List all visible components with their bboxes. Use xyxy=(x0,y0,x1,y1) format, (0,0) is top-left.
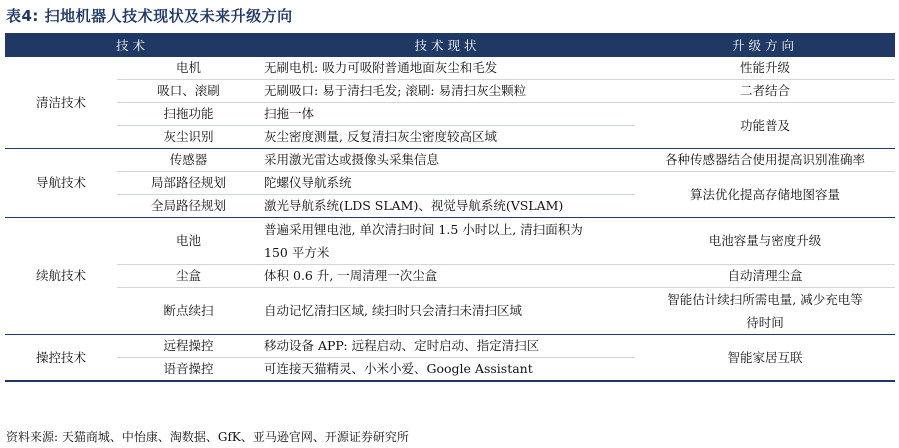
direction-cell: 各种传感器结合使用提高识别准确率 xyxy=(635,149,895,172)
direction-cell: 功能普及 xyxy=(635,103,895,149)
status-line: 150 平方米 xyxy=(264,245,330,260)
category-navigation: 导航技术 xyxy=(5,149,117,218)
table-row xyxy=(5,265,895,288)
status-cell: 采用激光雷达或摄像头采集信息 xyxy=(260,149,635,172)
header-row xyxy=(5,33,895,57)
source-note: 资料来源: 天猫商城、中怡康、淘数据、GfK、亚马逊官网、开源证券研究所 xyxy=(6,430,409,444)
tech-cell: 语音操控 xyxy=(117,358,260,382)
category-cleaning: 清洁技术 xyxy=(5,57,117,149)
direction-cell: 算法优化提高存储地图容量 xyxy=(635,172,895,218)
direction-line: 智能估计续扫所需电量, 减少充电等 xyxy=(667,292,863,307)
tech-cell: 吸口、滚刷 xyxy=(117,80,260,103)
direction-cell xyxy=(635,288,895,335)
status-line: 普遍采用锂电池, 单次清扫时间 1.5 小时以上, 清扫面积为 xyxy=(264,222,583,237)
tech-cell: 局部路径规划 xyxy=(117,172,260,195)
tech-cell: 电池 xyxy=(117,218,260,265)
table-row xyxy=(5,80,895,103)
status-cell: 灰尘密度测量, 反复清扫灰尘密度较高区域 xyxy=(260,126,635,149)
tech-cell: 电机 xyxy=(117,57,260,80)
direction-cell: 智能家居互联 xyxy=(635,335,895,382)
category-endurance: 续航技术 xyxy=(5,218,117,335)
status-cell: 激光导航系统(LDS SLAM)、视觉导航系统(VSLAM) xyxy=(260,195,635,218)
direction-cell: 二者结合 xyxy=(635,80,895,103)
category-control: 操控技术 xyxy=(5,335,117,382)
direction-cell: 性能升级 xyxy=(635,57,895,80)
table-title: 表4: 扫地机器人技术现状及未来升级方向 xyxy=(6,7,293,25)
table-row xyxy=(5,335,895,358)
table-row xyxy=(5,288,895,335)
table-row xyxy=(5,57,895,80)
status-cell: 体积 0.6 升, 一周清理一次尘盒 xyxy=(260,265,635,288)
table-row xyxy=(5,149,895,172)
status-cell: 陀螺仪导航系统 xyxy=(260,172,635,195)
direction-cell: 电池容量与密度升级 xyxy=(635,218,895,265)
status-cell: 扫拖一体 xyxy=(260,103,635,126)
direction-line: 待时间 xyxy=(746,315,784,330)
tech-cell: 灰尘识别 xyxy=(117,126,260,149)
tech-cell: 尘盒 xyxy=(117,265,260,288)
header-direction: 升级方向 xyxy=(635,33,895,57)
table-row xyxy=(5,103,895,126)
table-row xyxy=(5,172,895,195)
direction-cell: 自动清理尘盒 xyxy=(635,265,895,288)
status-cell: 可连接天猫精灵、小米小爱、Google Assistant xyxy=(260,358,635,382)
table-row xyxy=(5,218,895,265)
status-cell: 移动设备 APP: 远程启动、定时启动、指定清扫区 xyxy=(260,335,635,358)
header-tech: 技术 xyxy=(5,33,260,57)
header-status: 技术现状 xyxy=(260,33,635,57)
tech-cell: 断点续扫 xyxy=(117,288,260,335)
status-cell xyxy=(260,218,635,265)
tech-cell: 远程操控 xyxy=(117,335,260,358)
tech-cell: 扫拖功能 xyxy=(117,103,260,126)
tech-cell: 全局路径规划 xyxy=(117,195,260,218)
tech-cell: 传感器 xyxy=(117,149,260,172)
status-cell: 无刷电机: 吸力可吸附普通地面灰尘和毛发 xyxy=(260,57,635,80)
tech-table xyxy=(5,33,895,382)
status-cell: 自动记忆清扫区域, 续扫时只会清扫未清扫区域 xyxy=(260,288,635,335)
status-cell: 无刷吸口: 易于清扫毛发; 滚刷: 易清扫灰尘颗粒 xyxy=(260,80,635,103)
